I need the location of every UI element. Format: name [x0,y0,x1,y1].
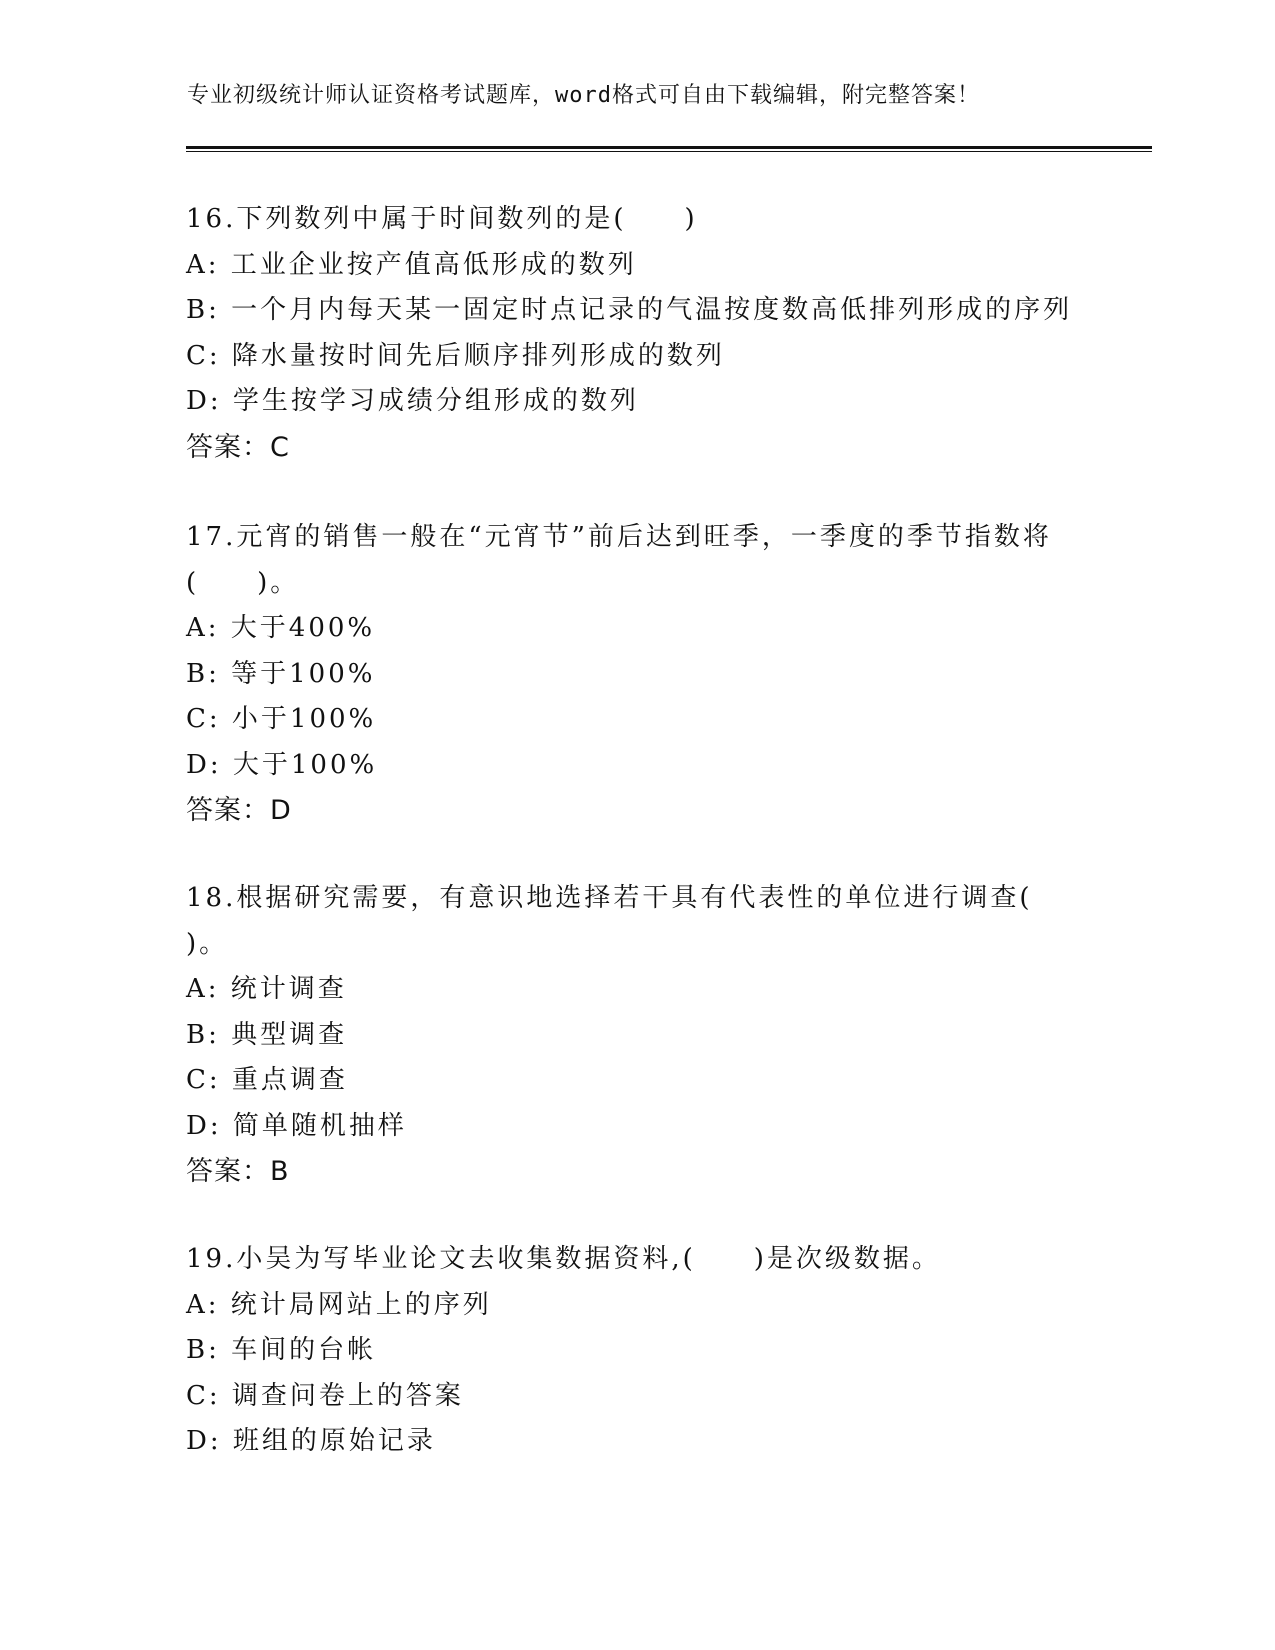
option-a: A: 工业企业按产值高低形成的数列 [186,249,637,280]
question-19 [186,1237,1086,1465]
question-stem: 17.元宵的销售一般在“元宵节”前后达到旺季，一季度的季节指数将 [186,522,1052,552]
option-d: D: 学生按学习成绩分组形成的数列 [186,386,639,416]
option-d: D: 大于100% [186,749,378,780]
header-rule-thick [186,146,1152,149]
option-a: A: 统计局网站上的序列 [186,1289,492,1320]
question-17 [186,515,1086,834]
question-stem: 18.根据研究需要，有意识地选择若干具有代表性的单位进行调查( [186,883,1033,913]
option-b: B: 典型调查 [186,1019,348,1050]
option-c: C: 降水量按时间先后顺序排列形成的数列 [186,340,725,371]
question-18 [186,876,1086,1195]
question-stem: 16.下列数列中属于时间数列的是( ) [186,204,698,234]
header-rule-thin [186,151,1152,152]
option-d: D: 班组的原始记录 [186,1426,436,1456]
answer-label: 答案：D [186,795,292,826]
question-stem-continued: )。 [186,928,229,959]
question-stem: 19.小吴为写毕业论文去收集数据资料,( )是次级数据。 [186,1244,941,1274]
page-header-text: 专业初级统计师认证资格考试题库，word格式可自由下载编辑，附完整答案！ [187,83,980,108]
question-stem-continued: ( )。 [186,567,300,598]
option-c: C: 重点调查 [186,1065,348,1095]
option-b: B: 一个月内每天某一固定时点记录的气温按度数高低排列形成的序列 [186,295,1073,325]
option-b: B: 等于100% [186,658,376,689]
question-16 [186,197,1086,470]
option-b: B: 车间的台帐 [186,1335,377,1365]
answer-label: 答案：B [186,1156,290,1187]
option-d: D: 简单随机抽样 [186,1110,407,1141]
option-c: C: 小于100% [186,704,377,734]
answer-label: 答案：C [186,431,290,463]
option-a: A: 统计调查 [186,974,347,1004]
option-c: C: 调查问卷上的答案 [186,1380,464,1411]
option-a: A: 大于400% [186,613,376,643]
